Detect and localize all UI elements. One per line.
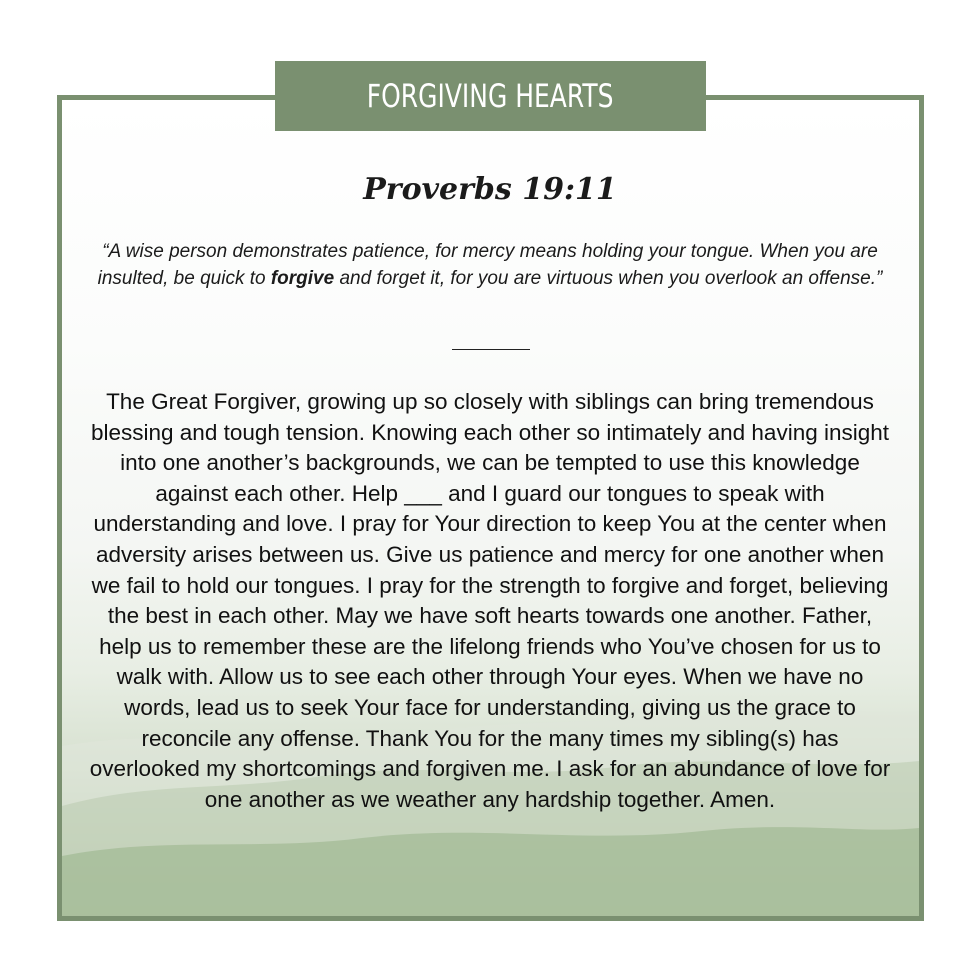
verse-reference: Proverbs 19:11 bbox=[363, 172, 617, 207]
verse-quote-end: and forget it, for you are virtuous when you overlook an offense.” bbox=[334, 268, 883, 289]
page-title: FORGIVING HEARTS bbox=[367, 77, 614, 115]
divider-line bbox=[452, 349, 530, 350]
prayer-text: The Great Forgiver, growing up so closely with siblings can bring tremendous blessing and tough tension. Knowing each other so intimately and having insight into one another’s backgrounds, we can be tempted to use this knowledge against each other. Help ___ and I guard our tongues to speak with understanding and love. I pray for Your direction to keep You at the center when adversity arises between us. Give us patience and mercy for one another when we fail to hold our tongues. I pray for the strength to forgive and forget, believing the best in each other. May we have soft hearts towards one another. Father, help us to remember these are the lifelong friends who You’ve chosen for us to walk with. Allow us to see each other through Your eyes. When we have no words, lead us to seek Your face for understanding, giving us the grace to reconcile any offense. Thank You for the many times my sibling(s) has overlooked my shortcomings and forgiven me. I ask for an abundance of love for one another as we weather any hardship together. Amen. bbox=[89, 389, 891, 812]
verse-quote-emphasis: forgive bbox=[270, 268, 335, 289]
verse-quote-start: “A wise person demonstrates patience, for mercy means holding your tongue. When you are insulted, be quick to bbox=[97, 241, 878, 289]
title-banner bbox=[275, 61, 706, 131]
verse-quote bbox=[90, 238, 890, 292]
